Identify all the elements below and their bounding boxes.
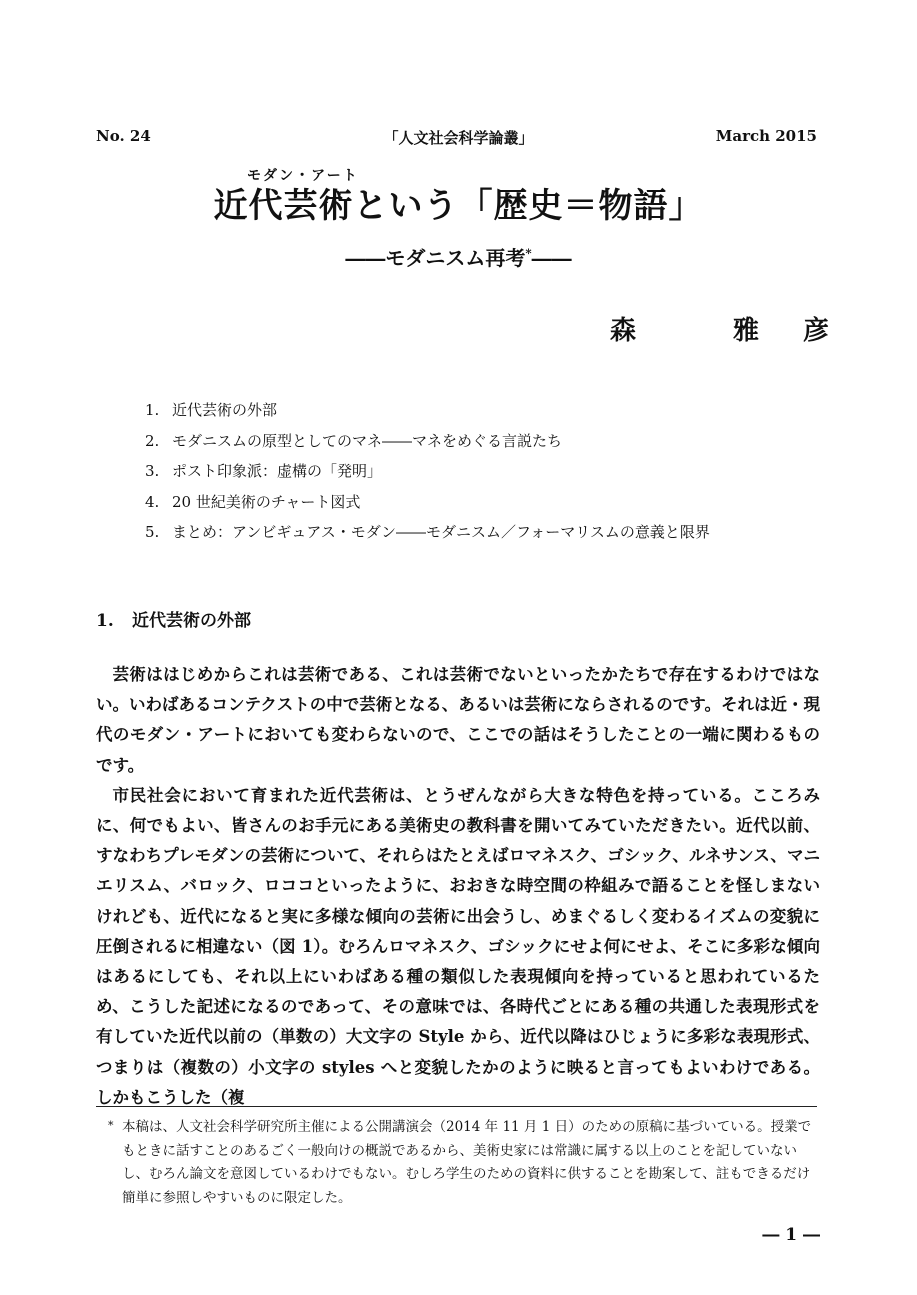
footnote-mark: *: [108, 1119, 114, 1132]
toc-item-number: 1.: [145, 401, 160, 419]
toc-item: [145, 426, 845, 457]
toc-item-label: 近代芸術の外部: [172, 401, 278, 419]
toc-item: [145, 456, 845, 487]
footnote-divider: [96, 1106, 817, 1107]
toc-item: [145, 395, 845, 426]
body-text: [96, 660, 820, 1113]
page-number: ― 1 ―: [762, 1225, 820, 1245]
subtitle-footnote-mark[interactable]: *: [525, 246, 532, 261]
toc-item: [145, 487, 845, 518]
page-title: 近代芸術という「歴史＝物語」: [213, 186, 704, 226]
footnote: [108, 1116, 817, 1210]
header-date: March 2015: [715, 127, 817, 145]
table-of-contents: [145, 395, 845, 548]
toc-item-number: 4.: [145, 492, 160, 511]
header-volume: No. 24: [96, 127, 151, 145]
header-journal-title: 「人文社会科学論叢」: [383, 129, 534, 147]
page-subtitle: [0, 242, 917, 271]
body-paragraph: 芸術ははじめからこれは芸術である、これは芸術でないといったかたちで存在するわけではない。いわばあるコンテクストの中で芸術となる、あるいは芸術にならされるのです。それは近・現代のモダン・アートにおいても変わらないので、ここでの話はそうしたことの一端に関わるものです。: [96, 665, 820, 775]
toc-item: [145, 517, 845, 548]
section-heading: [96, 606, 251, 631]
toc-item-label: モダニスムの原型としてのマネ――マネをめぐる言説たち: [172, 431, 563, 450]
footnote-text: 本稿は、人文社会科学研究所主催による公開講演会（2014 年 11 月 1 日）のための原稿に基づいている。授業でもときに話すことのあるごく一般向けの概説であるから、美術史家には常識に属する以上のことを記していないし、むろん論文を意図しているわけでもない。むしろ学生のための資料に供することを勘案して、註もできるだけ簡単に参照しやすいものに限定した。: [122, 1119, 812, 1206]
toc-item-label: ポスト印象派：虚構の「発明」: [172, 462, 383, 480]
body-paragraph: 市民社会において育まれた近代芸術は、とうぜんながら大きな特色を持っている。こころみに、何でもよい、皆さんのお手元にある美術史の教科書を開いてみていただきたい。近代以前、すなわちプレモダンの芸術について、それらはたとえばロマネスク、ゴシック、ルネサンス、マニエリスム、バロック、ロココといったように、おおきな時空間の枠組みで語ることを怪しまないけれども、近代になると実に多様な傾向の芸術に出会うし、めまぐるしく変わるイズムの変貌に圧倒されるに相違ない（図 1）。むろんロマネスク、ゴシックにせよ何にせよ、そこに多彩な傾向はあるにしても、それ以上にいわばある種の類似した表現傾向を持っていると思われているため、こうした記述になるのであって、その意味では、各時代ごとにある種の共通した表現形式を有していた近代以前の（単数の）大文字の Style から、近代以降はひじょうに多彩な表現形式、つまりは（複数の）小文字の styles へと変貌したかのように映ると言ってもよいわけである。しかもこうした（複: [96, 785, 821, 1107]
toc-item-label: 20 世紀美術のチャート図式: [172, 492, 361, 511]
section-number: 1.: [96, 611, 114, 631]
author-name: 森 雅彦: [610, 316, 874, 346]
subtitle-text: ――モダニスム再考: [345, 246, 526, 270]
toc-item-number: 5.: [145, 523, 160, 541]
toc-item-number: 2.: [145, 431, 160, 450]
section-title: 近代芸術の外部: [132, 611, 251, 631]
title-ruby: モダン・アート: [247, 168, 359, 184]
subtitle-end: ――: [531, 246, 572, 270]
toc-item-label: まとめ：アンビギュアス・モダン――モダニスム／フォーマリスムの意義と限界: [172, 523, 710, 541]
toc-item-number: 3.: [145, 462, 160, 480]
